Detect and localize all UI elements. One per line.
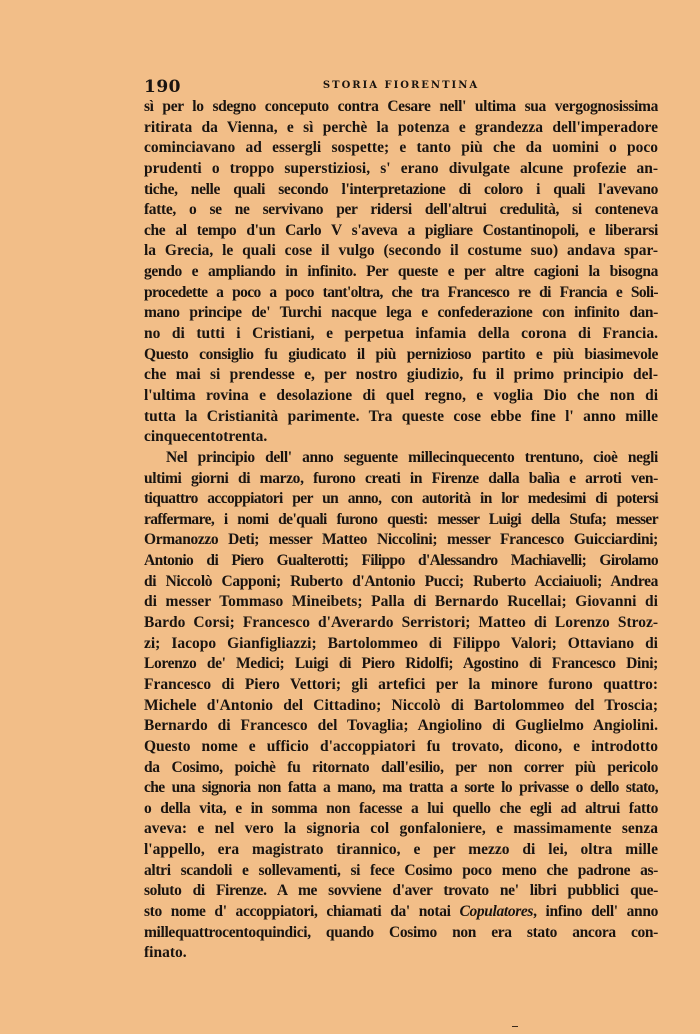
text-segment: , infino dell' anno xyxy=(533,902,658,920)
text-line: Ormanozzo Deti; messer Matteo Niccolini; messer Francesco Guicciardini; xyxy=(144,531,658,549)
text-line: mano principe de' Turchi nacque lega e confederazione con infinito dan- xyxy=(144,304,658,322)
text-line: Bernardo di Francesco del Tovaglia; Angiolino di Guglielmo Angiolini. xyxy=(144,717,658,735)
text-line: Michele d'Antonio del Cittadino; Niccolò di Bartolommeo del Troscia; xyxy=(144,696,658,714)
paragraph-1 xyxy=(144,97,658,448)
text-line: Antonio di Piero Gualterotti; Filippo d'Alessandro Machiavelli; Girolamo xyxy=(144,552,658,570)
text-line: tiquattro accoppiatori per un anno, con autorità in lor medesimi di potersi xyxy=(144,490,658,508)
text-line: aveva: e nel vero la signoria col gonfaloniere, e massimamente senza xyxy=(144,820,658,838)
text-line: finato. xyxy=(144,944,187,962)
text-line: soluto di Firenze. A me sovviene d'aver trovato ne' libri pubblici que- xyxy=(144,882,658,900)
text-line: sì per lo sdegno conceputo contra Cesare nell' ultima sua vergognosissima xyxy=(144,98,658,115)
text-line: di messer Tommaso Mineibets; Palla di Bernardo Rucellai; Giovanni di xyxy=(144,593,658,611)
page-header xyxy=(144,77,658,97)
text-line: o della vita, e in somma non facesse a lui quello che egli ad altrui fatto xyxy=(144,799,658,817)
text-segment: sto nome d' accoppiatori, chiamati da' notai xyxy=(144,902,460,920)
text-line: da Cosimo, poichè fu ritornato dall'esilio, per non correr più pericolo xyxy=(144,758,658,776)
text-line: raffermare, i nomi de'quali furono questi: messer Luigi della Stufa; messer xyxy=(144,510,658,528)
print-mark xyxy=(512,1026,518,1027)
text-line: che mai si prendesse e, per nostro giudizio, fu il primo principio del- xyxy=(144,366,658,384)
text-line: Bardo Corsi; Francesco d'Averardo Serristori; Matteo di Lorenzo Stroz- xyxy=(144,614,658,632)
text-line: che una signoria non fatta a mano, ma tratta a sorte lo privasse o dello stato, xyxy=(144,779,658,797)
text-line: gendo e ampliando in infinito. Per queste e per altre cagioni la bisogna xyxy=(144,263,658,281)
text-line: di Niccolò Capponi; Ruberto d'Antonio Pucci; Ruberto Acciaiuoli; Andrea xyxy=(144,572,658,590)
text-line: l'appello, era magistrato tirannico, e per mezzo di lei, oltra mille xyxy=(144,841,658,859)
paragraph-2 xyxy=(144,448,658,964)
text-line: Questo consiglio fu giudicato il più pernizioso partito e più biasimevole xyxy=(144,345,658,363)
text-line: ultimi giorni di marzo, furono creati in Firenze dalla balìa e arroti ven- xyxy=(144,469,658,487)
text-line: no di tutti i Cristiani, e perpetua infamia della corona di Francia. xyxy=(144,325,658,343)
text-line: l'ultima rovina e desolazione di quel regno, e voglia Dio che non di xyxy=(144,386,658,404)
text-line: Nel principio dell' anno seguente millecinquecento trentuno, cioè negli xyxy=(166,448,658,466)
text-line-with-italic xyxy=(144,902,658,923)
running-title: STORIA FIORENTINA xyxy=(322,80,480,91)
text-line: procedette a poco a poco tant'oltra, che tra Francesco re di Francia e Soli- xyxy=(144,283,658,301)
text-line: che al tempo d'un Carlo V s'aveva a pigliare Costantinopoli, e liberarsi xyxy=(144,221,658,239)
italic-term: Copulatores xyxy=(459,902,534,920)
text-line: millequattrocentoquindici, quando Cosimo non era stato ancora con- xyxy=(144,923,658,941)
text-line: Lorenzo de' Medici; Luigi di Piero Ridolfi; Agostino di Francesco Dini; xyxy=(144,655,658,673)
text-line: ritirata da Vienna, e sì perchè la potenza e grandezza dell'imperadore xyxy=(144,118,658,136)
text-line: zi; Iacopo Gianfigliazzi; Bartolommeo di Filippo Valori; Ottaviano di xyxy=(144,634,658,652)
text-line: Questo nome e ufficio d'accoppiatori fu trovato, dicono, e introdotto xyxy=(144,737,658,755)
text-line: cominciavano ad essergli sospette; e tanto più che da uomini o poco xyxy=(144,139,658,157)
text-line: Francesco di Piero Vettori; gli artefici per la minore furono quattro: xyxy=(144,675,658,693)
text-line: prudenti o troppo superstiziosi, s' erano divulgate alcune profezie an- xyxy=(144,159,658,177)
page-number: 190 xyxy=(144,77,181,97)
text-line: altri scandoli e sollevamenti, si fece Cosimo poco meno che padrone as- xyxy=(144,861,658,879)
text-line: cinquecentotrenta. xyxy=(144,428,268,446)
book-page xyxy=(144,77,658,964)
text-line: tutta la Cristianità parimente. Tra queste cose ebbe fine l' anno mille xyxy=(144,407,658,425)
text-line: la Grecia, le quali cose il vulgo (secondo il costume suo) andava spar- xyxy=(144,242,658,260)
text-line: fatte, o se ne servivano per ridersi dell'altrui credulità, si conteneva xyxy=(144,201,658,219)
text-line: tiche, nelle quali secondo l'interpretazione di coloro i quali l'avevano xyxy=(144,180,658,198)
